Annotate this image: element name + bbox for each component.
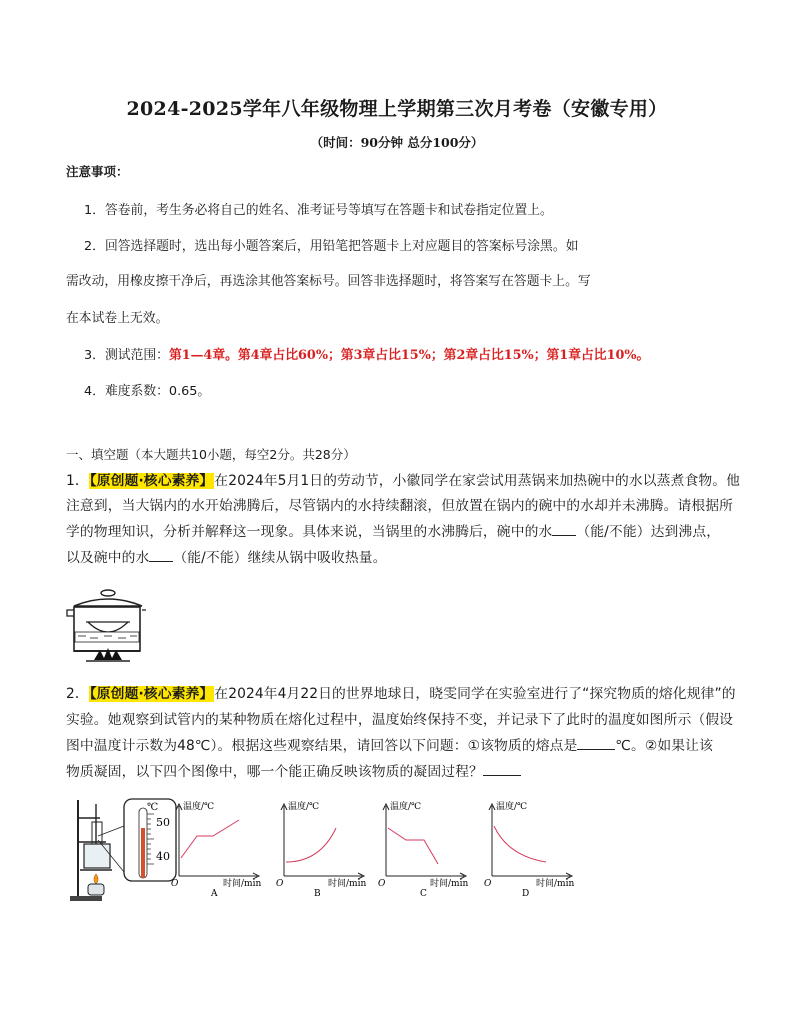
q2-line-1	[66, 682, 736, 702]
graph-b-label: B	[314, 889, 321, 899]
note-4: 4．难度系数：0.65。	[84, 384, 211, 399]
steamer-pot-figure	[64, 588, 146, 664]
q1-tag: 【原创题·核心素养】	[89, 473, 214, 489]
lab-stand-figure	[70, 800, 112, 901]
q2-line-4	[66, 760, 521, 780]
q1-number: 1．	[66, 473, 89, 489]
q2-line-2: 实验。她观察到试管内的某种物质在熔化过程中，温度始终保持不变，并记录下了此时的温度如图所示（假设	[66, 712, 734, 728]
q2-blank-2[interactable]	[483, 763, 521, 776]
melting-experiment-figure	[66, 796, 586, 906]
note-1: 1．答卷前，考生务必将自己的姓名、准考证号等填写在答题卡和试卷指定位置上。	[84, 203, 553, 218]
note-3-prefix: 3．测试范围：	[84, 348, 169, 363]
graph-b-xlabel: 时间/min	[328, 879, 367, 889]
q2-line-3	[66, 734, 713, 754]
thermo-40: 40	[156, 850, 170, 863]
exam-title: 2024-2025学年八年级物理上学期第三次月考卷（安徽专用）	[126, 98, 668, 120]
test-scope: 第1—4章。第4章占比60%；第3章占比15%；第2章占比15%；第1章占比10%。	[168, 348, 650, 363]
q1-line-4	[66, 546, 387, 566]
thermo-50: 50	[156, 816, 170, 829]
q1-text-3b: （能/不能）达到沸点，	[576, 524, 721, 540]
q1-text-4a: 以及碗中的水	[66, 550, 150, 566]
q1-line-1	[66, 469, 740, 489]
graph-c-label: C	[420, 889, 427, 899]
section-heading: 一、填空题（本大题共10小题，每空2分。共28分）	[66, 447, 356, 462]
graph-a	[171, 800, 261, 899]
note-3	[84, 344, 649, 363]
graph-d-xlabel: 时间/min	[536, 879, 575, 889]
q1-text-3: 学的物理知识，分析并解释这一现象。具体来说，当锅里的水沸腾后，碗中的水	[66, 524, 553, 540]
q2-tag: 【原创题·核心素养】	[89, 686, 214, 702]
q1-line-3	[66, 520, 720, 540]
graph-d	[484, 800, 574, 899]
note-2-line-3: 在本试卷上无效。	[66, 311, 169, 326]
graph-c-xlabel: 时间/min	[430, 879, 469, 889]
graph-c	[378, 800, 468, 899]
graph-c-origin: O	[378, 879, 386, 889]
graph-b	[276, 800, 366, 899]
q1-blank-1[interactable]	[552, 523, 576, 536]
exam-subtitle: （时间：90分钟 总分100分）	[310, 135, 484, 150]
graph-b-origin: O	[276, 879, 284, 889]
thermo-unit: ℃	[147, 802, 159, 813]
note-2-line-1: 2．回答选择题时，选出每小题答案后，用铅笔把答题卡上对应题目的答案标号涂黑。如	[84, 239, 579, 254]
q2-number: 2．	[66, 686, 89, 702]
graph-b-ylabel: 温度/℃	[288, 802, 320, 812]
graph-d-ylabel: 温度/℃	[496, 802, 528, 812]
graph-a-ylabel: 温度/℃	[183, 802, 215, 812]
q2-blank-1[interactable]	[577, 737, 615, 750]
graph-c-ylabel: 温度/℃	[390, 802, 422, 812]
graph-d-origin: O	[484, 879, 492, 889]
q1-line-2: 注意到，当大锅内的水开始沸腾后，尽管锅内的水持续翻滚，但放置在锅内的碗中的水却并未沸腾。请根据所	[66, 498, 734, 514]
graph-a-xlabel: 时间/min	[223, 879, 262, 889]
q2-text-3a: 图中温度计示数为48℃）。根据这些观察结果，请回答以下问题：①该物质的熔点是	[66, 738, 578, 754]
q2-text-4: 物质凝固，以下四个图像中，哪一个能正确反映该物质的凝固过程？	[66, 764, 483, 780]
graph-d-label: D	[522, 889, 530, 899]
notice-label: 注意事项：	[66, 164, 129, 179]
q2-text-1: 在2024年4月22日的世界地球日，晓雯同学在实验室进行了“探究物质的熔化规律”的	[214, 686, 736, 702]
q1-text-1: 在2024年5月1日的劳动节，小徽同学在家尝试用蒸锅来加热碗中的水以蒸煮食物。他	[214, 473, 741, 489]
q1-text-4b: （能/不能）继续从锅中吸收热量。	[173, 550, 387, 566]
graph-a-label: A	[211, 889, 218, 899]
q2-text-3b: ℃。②如果让该	[615, 738, 713, 754]
note-2-line-2: 需改动，用橡皮擦干净后，再选涂其他答案标号。回答非选择题时，将答案写在答题卡上。写	[66, 274, 591, 289]
graph-a-origin: O	[171, 879, 179, 889]
thermometer-callout	[98, 799, 176, 881]
q1-blank-2[interactable]	[149, 549, 173, 562]
